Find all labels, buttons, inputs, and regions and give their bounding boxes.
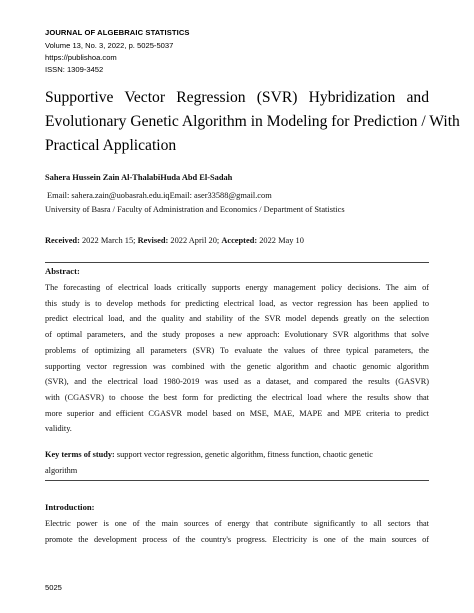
keywords bbox=[45, 447, 429, 479]
affiliation: University of Basra / Faculty of Administration and Economics / Department of Statistics bbox=[45, 205, 345, 214]
divider-bottom bbox=[45, 480, 429, 481]
abstract-line: validity. bbox=[45, 424, 72, 434]
journal-name: JOURNAL OF ALGEBRAIC STATISTICS bbox=[45, 28, 190, 37]
accepted-date: 2022 May 10 bbox=[257, 236, 304, 245]
revised-label: Revised: bbox=[137, 236, 169, 245]
intro-line: Electric power is one of the main sources of energy that contribute significantly to all sectors that bbox=[45, 519, 429, 528]
received-label: Received: bbox=[45, 236, 80, 245]
author-emails: Email: sahera.zain@uobasrah.edu.iqEmail: aser33588@gmail.com bbox=[47, 191, 272, 200]
title-line: Practical Application bbox=[45, 137, 177, 154]
abstract-line: with (CGASVR) to choose the best form for predicting the electrical load where the results show that bbox=[45, 392, 429, 402]
received-date: 2022 March 15; bbox=[79, 236, 138, 245]
introduction-heading: Introduction: bbox=[45, 502, 95, 512]
volume-info: Volume 13, No. 3, 2022, p. 5025-5037 bbox=[45, 41, 174, 50]
revised-date: 2022 April 20; bbox=[168, 236, 222, 245]
abstract-body bbox=[45, 280, 429, 437]
keywords-text: support vector regression, genetic algorithm, fitness function, chaotic genetic bbox=[114, 450, 373, 459]
abstract-line: The forecasting of electrical loads critically supports energy management policy decisions. The aim of bbox=[45, 283, 429, 292]
keywords-line: algorithm bbox=[45, 466, 78, 475]
introduction-body bbox=[45, 516, 429, 548]
abstract-line: (SVR), and the electrical load 1980-2019 was used as a dataset, and compared the results (GASVR) bbox=[45, 377, 429, 387]
authors: Sahera Hussein Zain Al-ThalabiHuda Abd El-Sadah bbox=[45, 173, 233, 182]
abstract-line: predict electrical load, and the quality and stability of the SVR model depends greatly on the selection bbox=[45, 314, 429, 324]
abstract-line: problems of optimizing all parameters (SVR) To evaluate the values of three typical parameters, the bbox=[45, 345, 429, 355]
title-line: Evolutionary Genetic Algorithm in Modeling for Prediction / With bbox=[45, 113, 460, 130]
issn: ISSN: 1309-3452 bbox=[45, 65, 104, 74]
divider-top bbox=[45, 262, 429, 263]
abstract-line: this study is to develop methods for predicting electrical load, as vector regression has been applied to bbox=[45, 298, 429, 308]
journal-url[interactable]: https://publishoa.com bbox=[45, 53, 117, 62]
paper-title bbox=[45, 86, 460, 158]
intro-line: promote the development process of the country's progress. Electricity is one of the main sources of bbox=[45, 535, 429, 544]
page-number: 5025 bbox=[45, 583, 62, 592]
keywords-line bbox=[45, 447, 429, 463]
abstract-line: more superior and efficient CGASVR model based on MSE, MAE, MAPE and MPE criteria to predict bbox=[45, 408, 429, 418]
keywords-label: Key terms of study: bbox=[45, 450, 115, 459]
abstract-line: supporting vector regression was combined with the genetic algorithm and chaotic genomic algorithm bbox=[45, 361, 429, 371]
title-line: Supportive Vector Regression (SVR) Hybridization and bbox=[45, 89, 429, 106]
abstract-heading: Abstract: bbox=[45, 266, 80, 276]
submission-dates bbox=[45, 236, 304, 245]
accepted-label: Accepted: bbox=[221, 236, 258, 245]
abstract-line: of optimal parameters, and the study proposes a new approach: Evolutionary SVR algorithms that solve bbox=[45, 330, 429, 340]
